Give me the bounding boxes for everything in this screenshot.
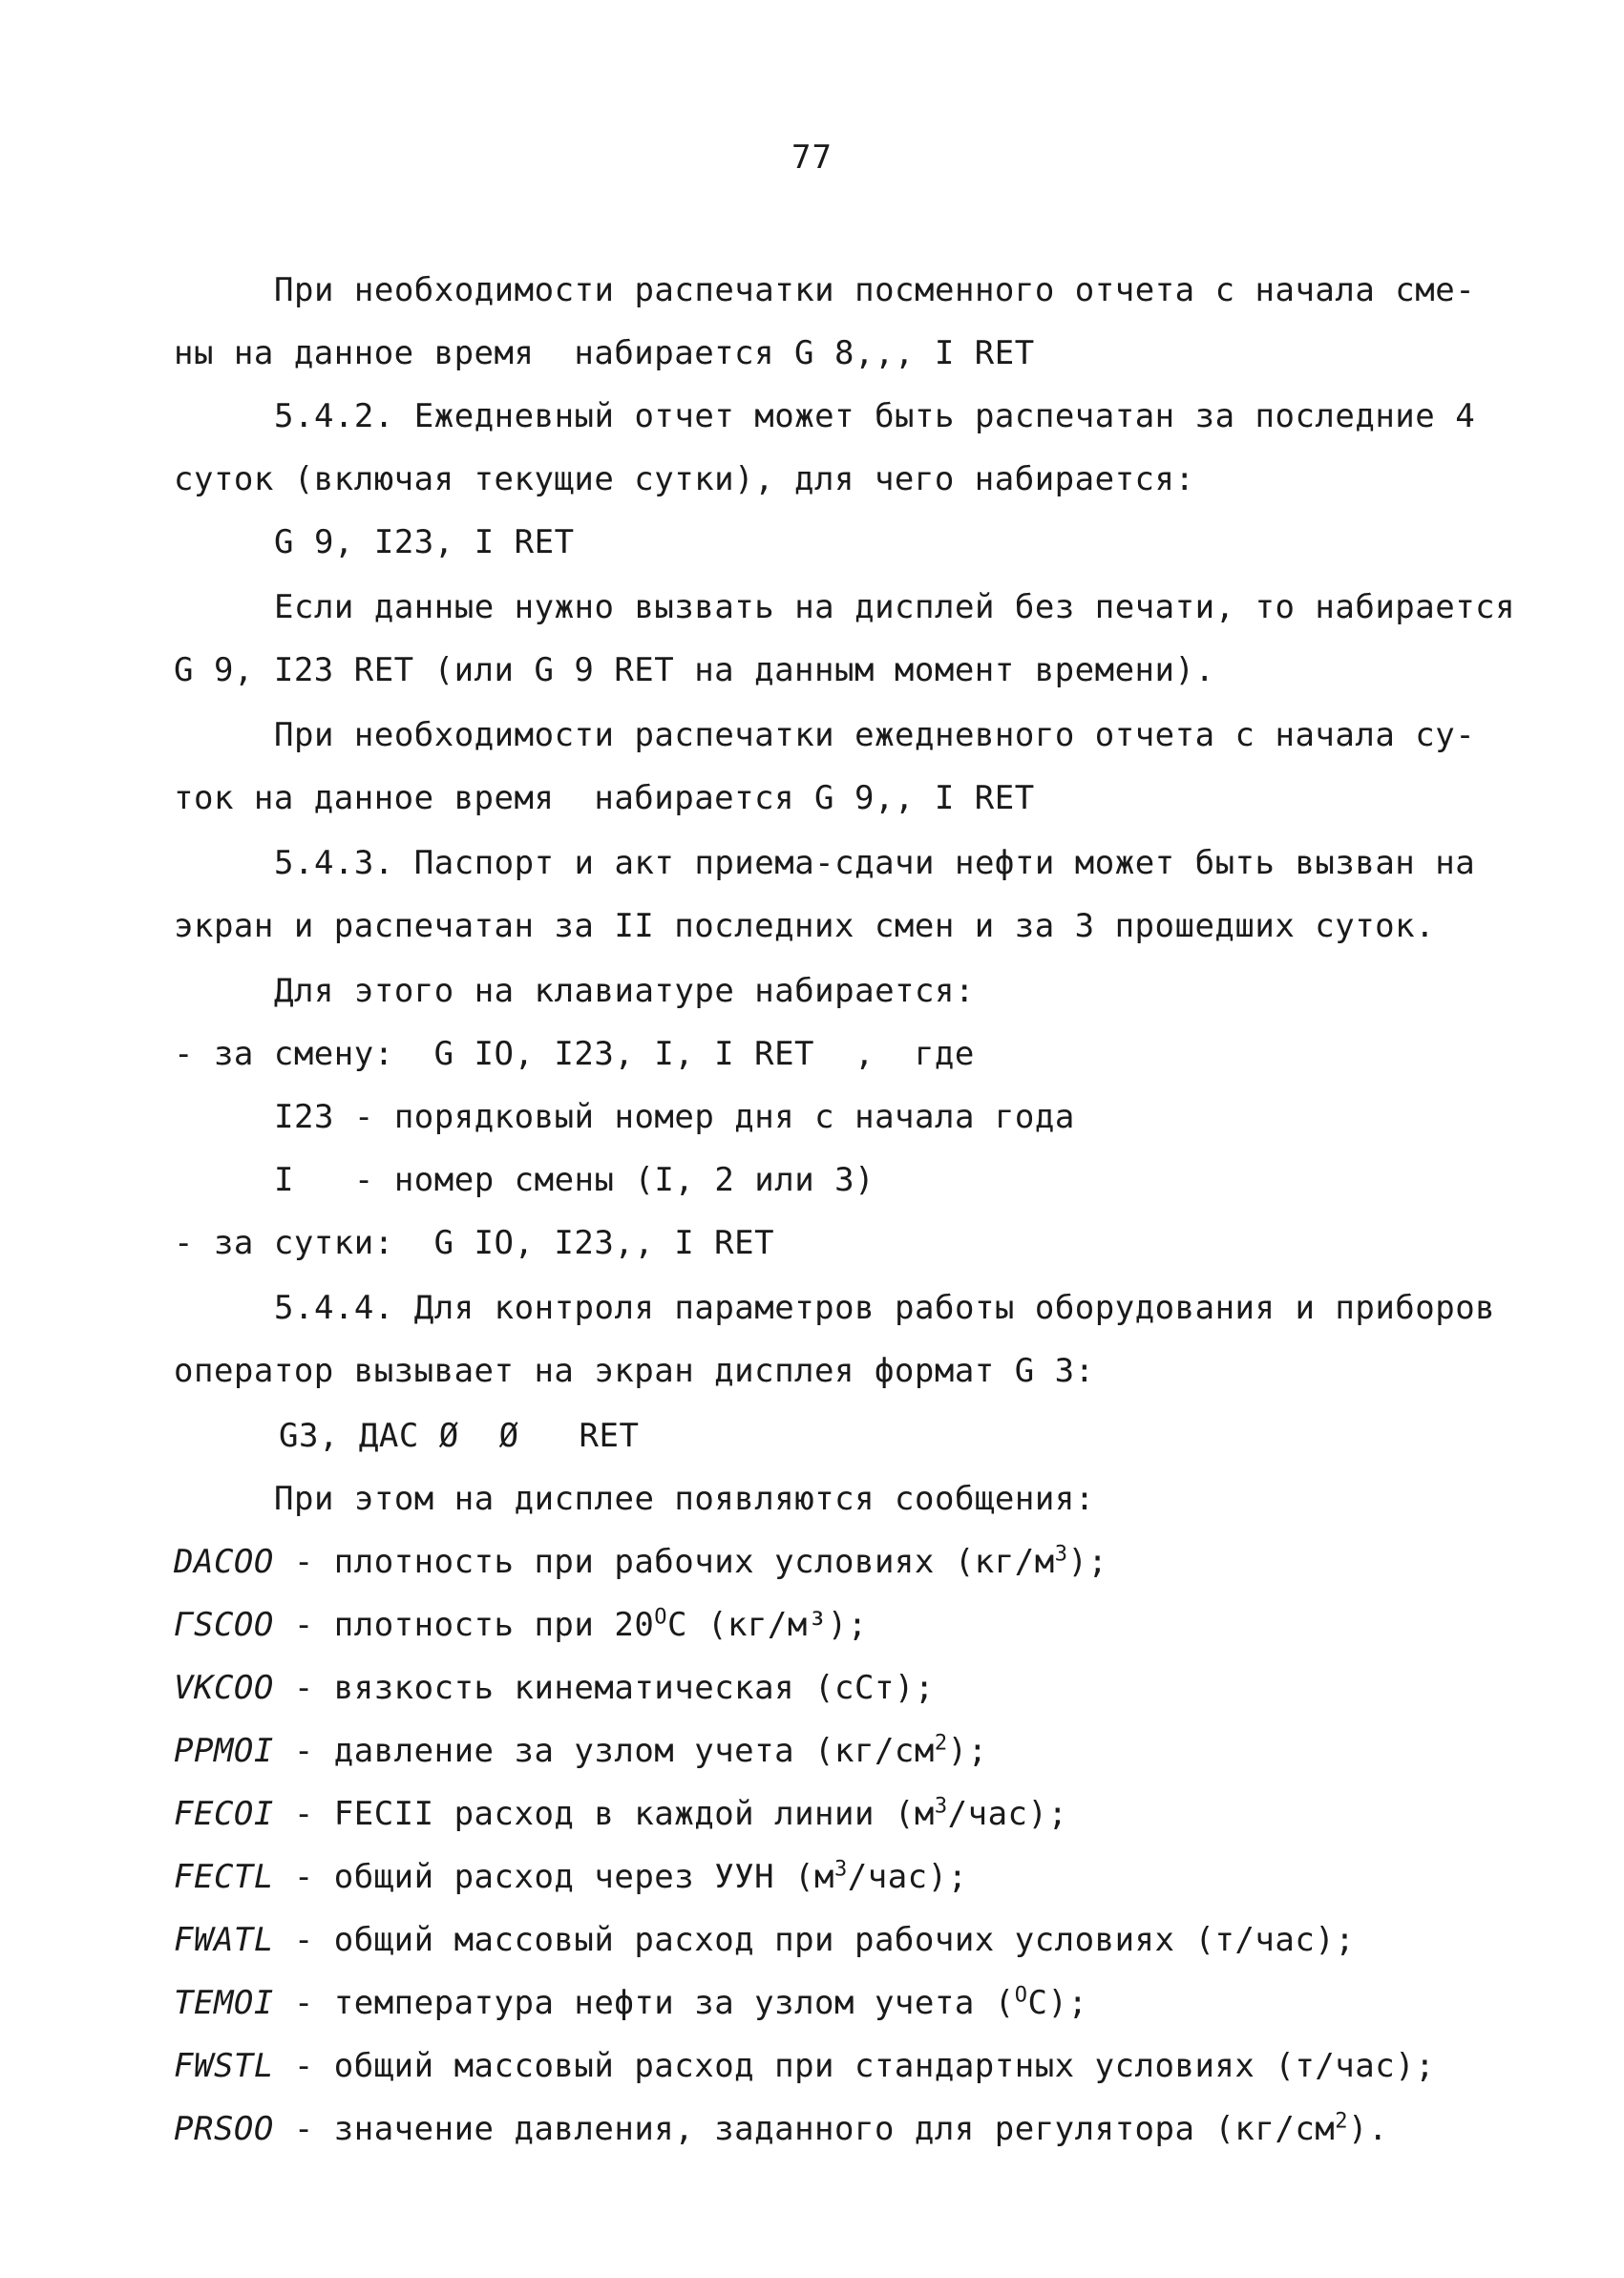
- message-code: PRSOO: [174, 2110, 274, 2148]
- message-code: FWATL: [174, 1921, 274, 1959]
- page-number: 77: [791, 138, 833, 177]
- text-line: G3, ДАС Ø Ø RET: [279, 1417, 640, 1455]
- superscript: 2: [934, 1731, 948, 1756]
- message-tail: );: [947, 1732, 988, 1770]
- text-line: ны на данное время набирается G 8,,, I RET: [174, 334, 1035, 372]
- text-line: экран и распечатан за II последних смен и за 3 прошедших суток.: [174, 907, 1436, 945]
- message-item: [174, 1541, 1107, 1583]
- message-tail: /час);: [847, 1858, 968, 1896]
- text-line: - за сутки: G IO, I23,, I RET: [174, 1224, 775, 1262]
- superscript: 3: [834, 1857, 848, 1882]
- message-code: FWSTL: [174, 2047, 274, 2085]
- message-code: ГSCOO: [174, 1606, 274, 1644]
- superscript: 3: [934, 1794, 948, 1819]
- message-description: - давление за узлом учета (кг/см: [273, 1732, 935, 1770]
- message-item: [174, 2108, 1388, 2150]
- message-description: - общий массовый расход при рабочих условиях (т/час);: [273, 1921, 1356, 1959]
- text-line: G 9, I23 RET (или G 9 RET на данным момент времени).: [174, 651, 1215, 689]
- message-code: FECTL: [174, 1858, 274, 1896]
- text-line: 5.4.3. Паспорт и акт приема-сдачи нефти может быть вызван на: [274, 844, 1476, 882]
- message-tail: /час);: [947, 1795, 1068, 1833]
- text-line: I23 - порядковый номер дня с начала года: [274, 1098, 1075, 1136]
- message-code: DACOO: [174, 1543, 274, 1581]
- text-line: 5.4.2. Ежедневный отчет может быть распечатан за последние 4: [274, 397, 1476, 435]
- message-tail: С (кг/м³);: [667, 1606, 868, 1644]
- text-line: При этом на дисплее появляются сообщения:: [274, 1480, 1095, 1518]
- superscript: О: [654, 1605, 668, 1630]
- message-item: [174, 1667, 935, 1709]
- message-description: - FECII расход в каждой линии (м: [273, 1795, 935, 1833]
- message-item: [174, 1730, 988, 1772]
- message-item: [174, 1982, 1087, 2024]
- message-item: [174, 1919, 1355, 1961]
- text-line: Для этого на клавиатуре набирается:: [274, 972, 975, 1010]
- message-item: [174, 1856, 968, 1898]
- message-tail: ).: [1348, 2110, 1388, 2148]
- text-line: Если данные нужно вызвать на дисплей без печати, то набирается: [274, 588, 1516, 626]
- text-line: При необходимости распечатки посменного отчета с начала сме-: [274, 271, 1476, 309]
- message-description: - температура нефти за узлом учета (: [273, 1984, 1015, 2022]
- message-item: [174, 1793, 1067, 1835]
- text-line: - за смену: G IO, I23, I, I RET , где: [174, 1035, 975, 1073]
- message-description: - общий расход через УУН (м: [273, 1858, 835, 1896]
- message-description: - плотность при рабочих условиях (кг/м: [273, 1543, 1055, 1581]
- superscript: 2: [1335, 2109, 1349, 2134]
- text-line: оператор вызывает на экран дисплея формат G 3:: [174, 1352, 1095, 1390]
- message-tail: С);: [1027, 1984, 1088, 2022]
- message-tail: );: [1067, 1543, 1108, 1581]
- message-item: [174, 1604, 868, 1646]
- text-line: суток (включая текущие сутки), для чего набирается:: [174, 460, 1195, 498]
- text-line: При необходимости распечатки ежедневного отчета с начала су-: [274, 716, 1476, 754]
- message-description: - плотность при 20: [273, 1606, 655, 1644]
- message-code: VКСОО: [174, 1669, 274, 1707]
- message-code: PPMOI: [174, 1732, 274, 1770]
- message-item: [174, 2045, 1435, 2087]
- text-line: G 9, I23, I RET: [274, 523, 575, 561]
- text-line: ток на данное время набирается G 9,, I RET: [174, 779, 1035, 817]
- message-code: FECOI: [174, 1795, 274, 1833]
- text-line: 5.4.4. Для контроля параметров работы оборудования и приборов: [274, 1289, 1496, 1327]
- superscript: О: [1014, 1983, 1028, 2008]
- message-description: - общий массовый расход при стандартных условиях (т/час);: [273, 2047, 1436, 2085]
- message-description: - значение давления, заданного для регулятора (кг/см: [273, 2110, 1336, 2148]
- text-line: I - номер смены (I, 2 или 3): [274, 1161, 875, 1199]
- message-code: TEMOI: [174, 1984, 274, 2022]
- superscript: 3: [1054, 1542, 1068, 1567]
- message-description: - вязкость кинематическая (сСт);: [273, 1669, 935, 1707]
